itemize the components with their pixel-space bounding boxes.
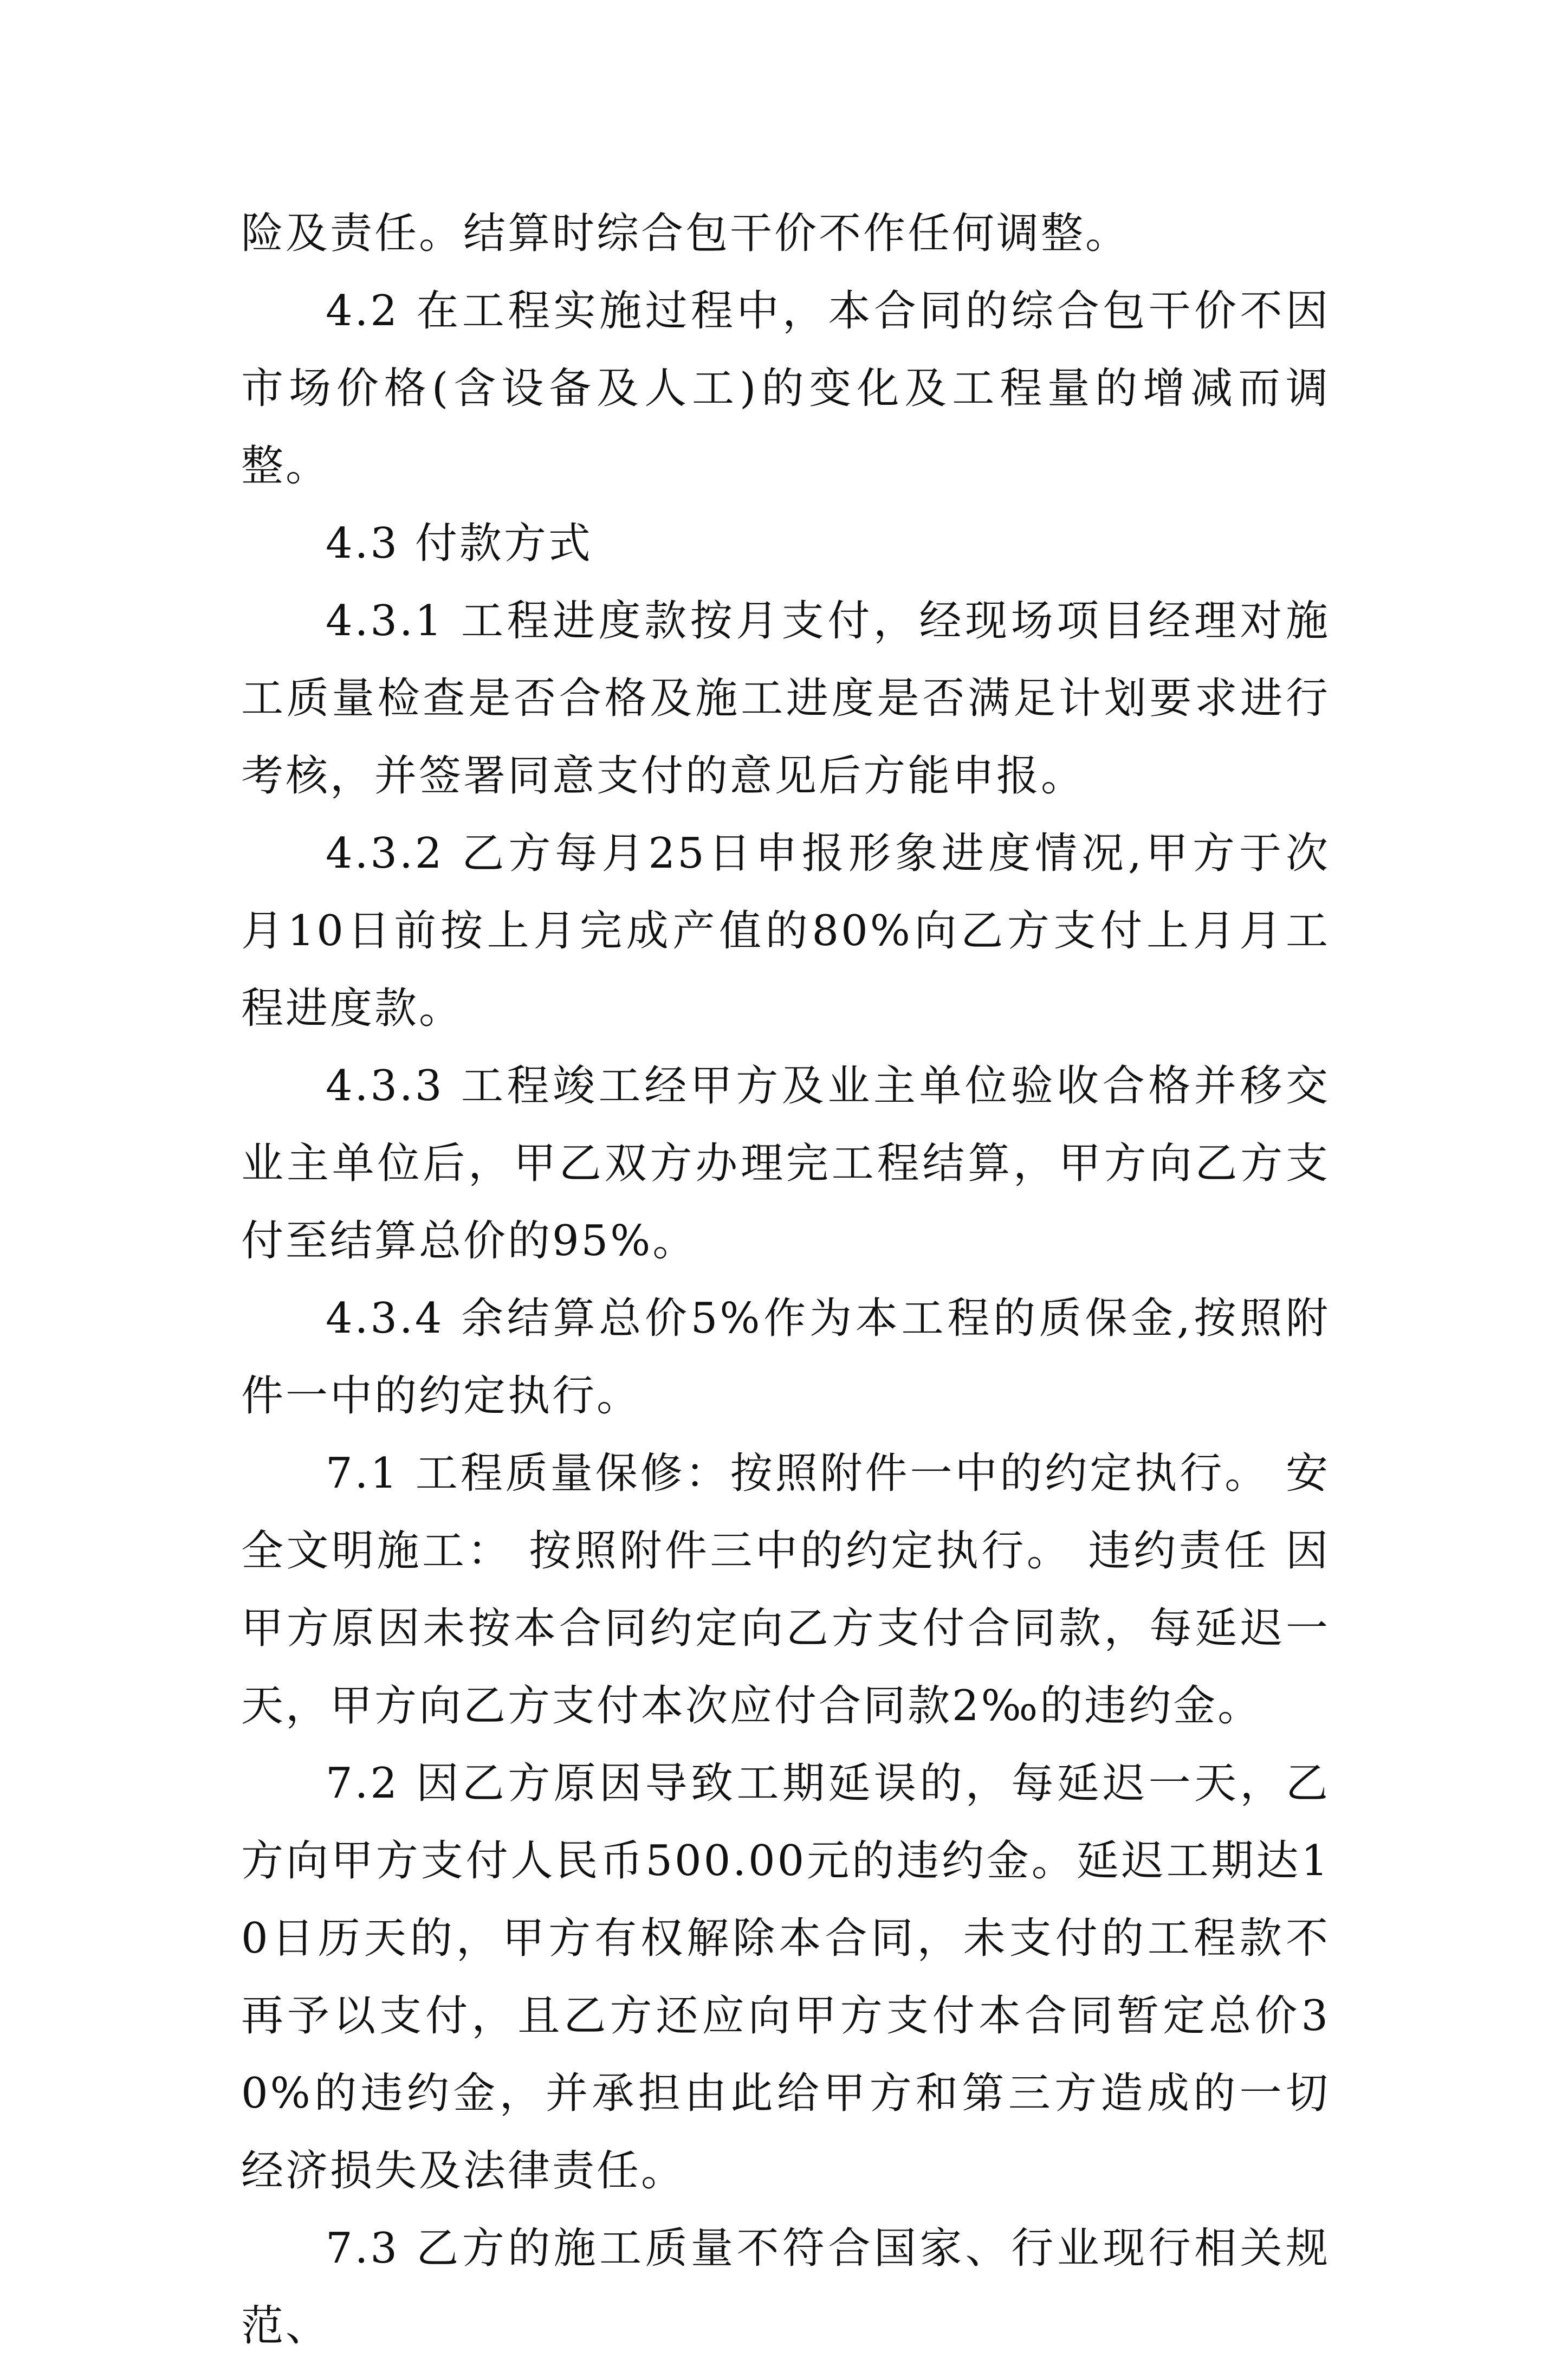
paragraph-7-1: 7.1 工程质量保修：按照附件一中的约定执行。 安全文明施工： 按照附件三中的约定执行。 违约责任 因甲方原因未按本合同约定向乙方支付合同款，每延迟一天，甲方向乙方支付本次应付合同款2‰的违约金。 (241, 1449, 1330, 1730)
paragraph-4-3-3: 4.3.3 工程竣工经甲方及业主单位验收合格并移交业主单位后，甲乙双方办理完工程结算，甲方向乙方支付至结算总价的95%。 (241, 1062, 1330, 1265)
paragraph-7-3: 7.3 乙方的施工质量不符合国家、行业现行相关规范、 (241, 2224, 1330, 2350)
paragraph-4-3-4: 4.3.4 余结算总价5%作为本工程的质保金,按照附件一中的约定执行。 (241, 1294, 1330, 1420)
paragraph-4-3-2: 4.3.2 乙方每月25日申报形象进度情况,甲方于次月10日前按上月完成产值的80%向乙方支付上月月工程进度款。 (241, 829, 1330, 1033)
paragraph-4-3-heading: 4.3 付款方式 (326, 519, 593, 568)
paragraph-4-2: 4.2 在工程实施过程中，本合同的综合包干价不因市场价格(含设备及人工)的变化及工程量的增减而调整。 (241, 287, 1330, 490)
paragraph-continuation: 险及责任。结算时综合包干价不作任何调整。 (241, 209, 1130, 258)
document-body (241, 195, 1330, 2365)
paragraph-7-2: 7.2 因乙方原因导致工期延误的，每延迟一天，乙方向甲方支付人民币500.00元的违约金。延迟工期达10日历天的，甲方有权解除本合同，未支付的工程款不再予以支付，且乙方还应向甲方支付本合同暂定总价30%的违约金，并承担由此给甲方和第三方造成的一切经济损失及法律责任。 (241, 1759, 1330, 2195)
paragraph-4-3-1: 4.3.1 工程进度款按月支付，经现场项目经理对施工质量检查是否合格及施工进度是否满足计划要求进行考核，并签署同意支付的意见后方能申报。 (241, 597, 1330, 800)
